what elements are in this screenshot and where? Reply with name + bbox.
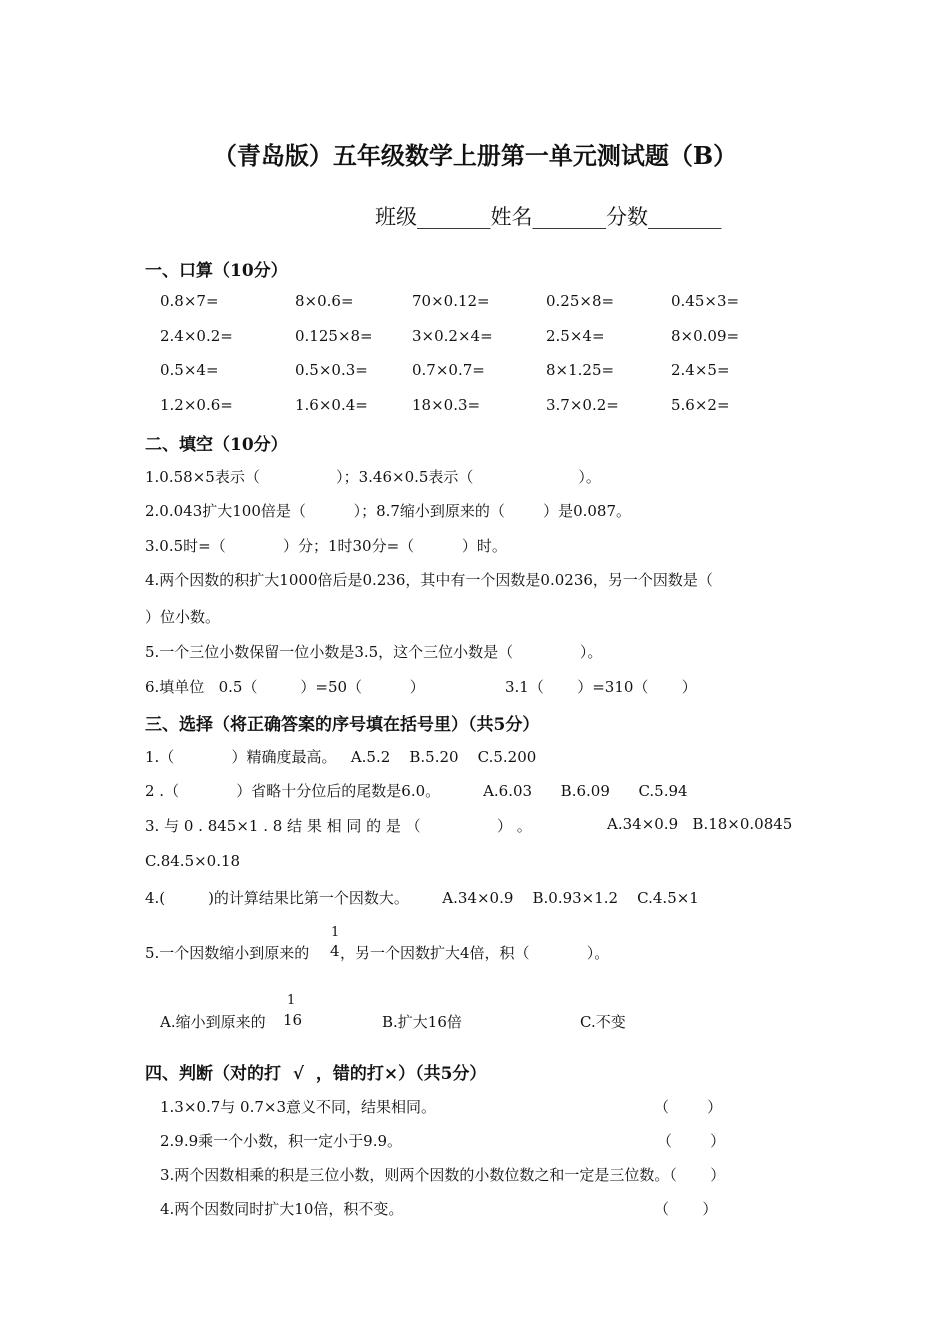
section-2-heading: 二、填空（10分） bbox=[145, 435, 288, 455]
calc-item: 2.4×5= bbox=[671, 361, 730, 379]
judge-answer-bracket: （ ） bbox=[654, 1200, 718, 1218]
choice-question-4: 4.( )的计算结果比第一个因数大。 A.34×0.9 B.0.93×1.2 C.4.5×1 bbox=[145, 889, 699, 907]
judge-answer-bracket: （ ） bbox=[657, 1132, 726, 1150]
choice-question-5-pre: 5.一个因数缩小到原来的 bbox=[145, 944, 310, 962]
fill-question-5: 5.一个三位小数保留一位小数是3.5，这个三位小数是（ ）。 bbox=[145, 643, 603, 661]
fill-question-4: 4.两个因数的积扩大1000倍后是0.236，其中有一个因数是0.0236，另一个因数是（ bbox=[145, 571, 713, 589]
calc-item: 0.45×3= bbox=[671, 292, 740, 310]
calc-item: 1.6×0.4= bbox=[295, 396, 368, 414]
page-title: （青岛版）五年级数学上册第一单元测试题（B） bbox=[212, 141, 738, 170]
choice-5-option-a: A.缩小到原来的 bbox=[160, 1013, 266, 1031]
calc-item: 0.125×8= bbox=[295, 327, 373, 345]
calc-item: 5.6×2= bbox=[671, 396, 730, 414]
choice-question-3: 3. 与 0 . 845×1 . 8 结 果 相 同 的 是 （ ） 。 bbox=[145, 817, 532, 835]
calc-item: 0.25×8= bbox=[546, 292, 615, 310]
fill-question-2: 2.0.043扩大100倍是（ ）；8.7缩小到原来的（ ）是0.087。 bbox=[145, 502, 632, 520]
fraction-numerator: 1 bbox=[287, 993, 296, 1008]
calc-item: 0.5×4= bbox=[160, 361, 219, 379]
choice-question-5-post: ，另一个因数扩大4倍，积（ ）。 bbox=[340, 944, 610, 962]
choice-question-3-options: A.34×0.9 B.18×0.0845 bbox=[607, 815, 793, 833]
choice-5-option-b: B.扩大16倍 bbox=[382, 1013, 462, 1031]
choice-question-1: 1.（ ）精确度最高。 A.5.2 B.5.20 C.5.200 bbox=[145, 748, 537, 766]
fraction-denominator: 16 bbox=[283, 1011, 303, 1029]
calc-item: 2.4×0.2= bbox=[160, 327, 233, 345]
calc-item: 0.5×0.3= bbox=[295, 361, 368, 379]
calc-item: 8×0.09= bbox=[671, 327, 740, 345]
fraction-numerator: 1 bbox=[331, 925, 340, 940]
calc-item: 2.5×4= bbox=[546, 327, 605, 345]
section-4-heading: 四、判断（对的打 √ ，错的打×）（共5分） bbox=[145, 1064, 487, 1084]
judge-question-1: 1.3×0.7与 0.7×3意义不同，结果相同。 bbox=[160, 1098, 437, 1116]
fill-question-4-cont: ）位小数。 bbox=[145, 608, 221, 626]
section-3-heading: 三、选择（将正确答案的序号填在括号里）（共5分） bbox=[145, 715, 540, 735]
choice-question-3-option-c: C.84.5×0.18 bbox=[145, 852, 241, 870]
fill-question-6: 6.填单位 0.5（ ）=50（ ） bbox=[145, 678, 425, 696]
judge-question-4: 4.两个因数同时扩大10倍，积不变。 bbox=[160, 1200, 404, 1218]
calc-item: 8×1.25= bbox=[546, 361, 615, 379]
judge-question-3: 3.两个因数相乘的积是三位小数，则两个因数的小数位数之和一定是三位数。（ ） bbox=[160, 1166, 726, 1184]
section-1-heading: 一、口算（10分） bbox=[145, 261, 288, 281]
fill-question-3: 3.0.5时=（ ）分；1时30分=（ ）时。 bbox=[145, 537, 507, 555]
fill-question-1: 1.0.58×5表示（ ）；3.46×0.5表示（ ）。 bbox=[145, 468, 601, 486]
calc-item: 1.2×0.6= bbox=[160, 396, 233, 414]
calc-item: 8×0.6= bbox=[295, 292, 354, 310]
fraction-denominator: 4 bbox=[330, 942, 340, 960]
calc-item: 3×0.2×4= bbox=[412, 327, 493, 345]
student-info-line: 班级_______姓名_______分数_______ bbox=[375, 205, 722, 229]
calc-item: 3.7×0.2= bbox=[546, 396, 619, 414]
calc-item: 18×0.3= bbox=[412, 396, 481, 414]
calc-item: 0.7×0.7= bbox=[412, 361, 485, 379]
choice-question-2: 2 .（ ）省略十分位后的尾数是6.0。 A.6.03 B.6.09 C.5.94 bbox=[145, 782, 688, 800]
judge-answer-bracket: （ ） bbox=[654, 1098, 723, 1116]
calc-item: 70×0.12= bbox=[412, 292, 490, 310]
calc-item: 0.8×7= bbox=[160, 292, 219, 310]
judge-question-2: 2.9.9乘一个小数，积一定小于9.9。 bbox=[160, 1132, 403, 1150]
fill-question-6-part2: 3.1（ ）=310（ ） bbox=[505, 678, 697, 696]
choice-5-option-c: C.不变 bbox=[580, 1013, 626, 1031]
